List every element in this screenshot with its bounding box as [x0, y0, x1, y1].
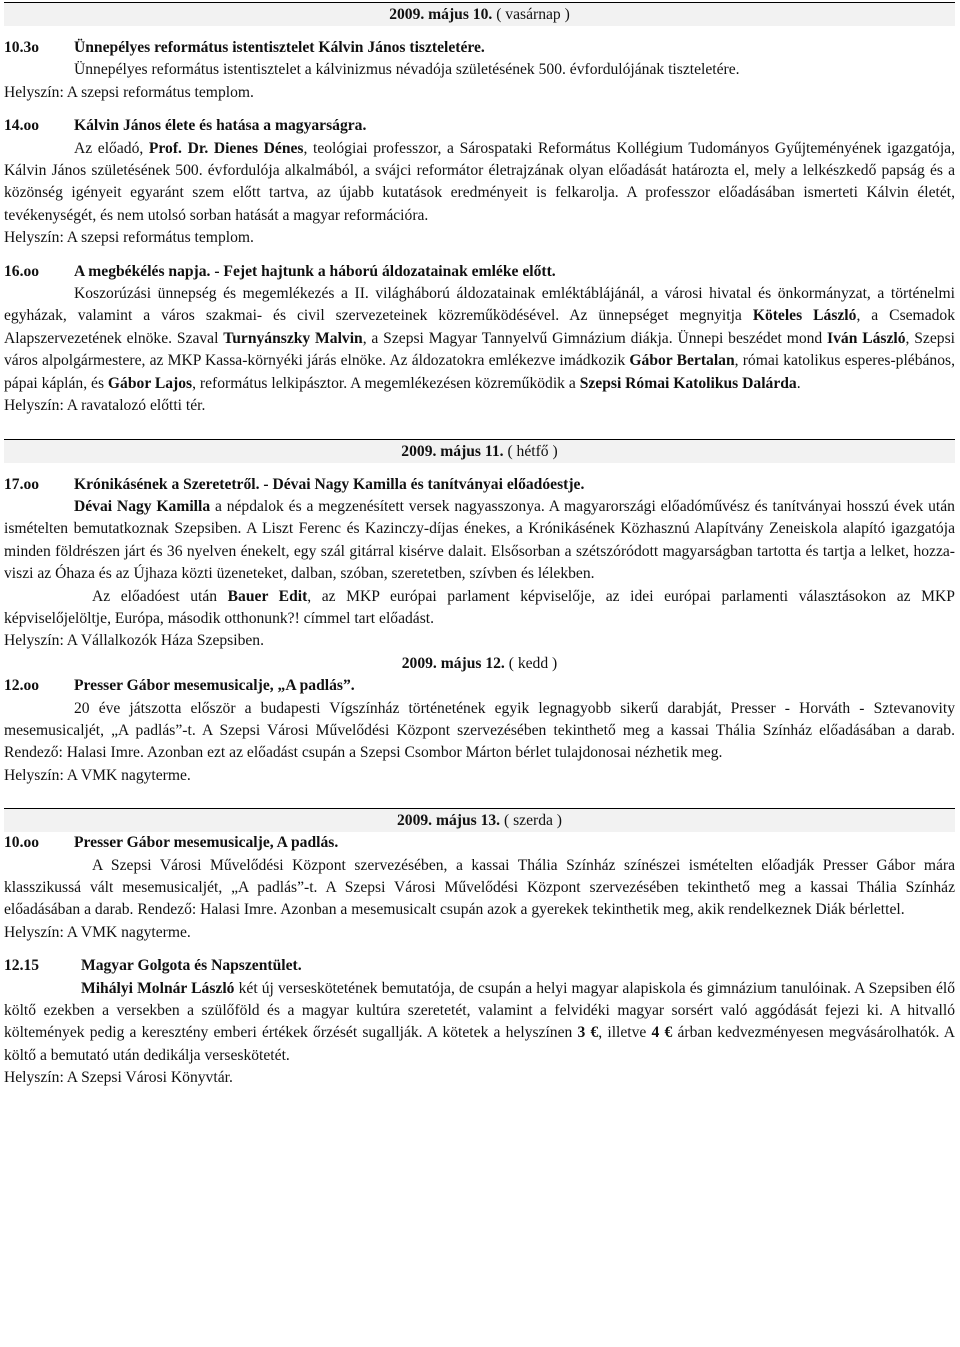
event-title: Presser Gábor mesemusicalje, „A padlás”. [74, 677, 355, 695]
event-description: Dévai Nagy Kamilla a népdalok és a megzenésített versek nagyasszonya. A magyarországi előadóművész és tanítványai hosszú évek után ismételten bemutatkoznak Szepsiben. A Liszt Ferenc és Kazinczy-díjas énekes, a Krónikásének Közhasznú Alapítvány Zeneiskola alapító igazgatója minden földrészen járt és 36 nyelven énekelt, egy szál gitárral kisérve dalait. Elsősorban a szétszóródott magyarságban tartotta és tartja a lelket, hozza-viszi az Óhaza és az Újhaza közti üzeneteket, dalban, szóban, szeretetben, szívben és lélekben. [4, 497, 955, 583]
weekday-label: ( vasárnap ) [496, 6, 570, 23]
location-label: Helyszín [4, 83, 60, 101]
location-label: Helyszín [4, 397, 60, 415]
event-location [4, 395, 955, 417]
location-value: : A VMK nagyterme. [59, 923, 191, 941]
event-time: 10.oo [4, 834, 40, 852]
event-14-00 [4, 115, 955, 249]
weekday-label: ( hétfő ) [507, 442, 558, 460]
location-label: Helyszín [4, 923, 60, 941]
event-description: Koszorúzási ünnepség és megemlékezés a II. világháború áldozatainak emléktáblájánál, a városi hivatal és önkormányzat, a történelmi egyházak, valamint a város szakmai- és civil szervezeteinek közreműködésével. Az ünnepséget megnyitja Köteles László, a Csemadok Alapszervezetének elnöke. Szaval Turnyánszky Malvin, a Szepsi Magyar Tannyelvű Gimnázium diákja. Ünnepi beszédet mond Iván László, Szepsi város alpolgármestere, az MKP Kassa-környéki járás elnöke. Az áldozatokra emlékezve imádkozik Gábor Bertalan, római katolikus esperes-plébános, pápai káplán, és Gábor Lajos, református lelkipásztor. A megemlékezésen közreműködik a Szepsi Római Katolikus Dalárda. [4, 285, 956, 392]
event-title: A megbékélés napja. - Fejet hajtunk a háború áldozatainak emléke előtt. [74, 262, 556, 280]
location-value: : A szepsi református templom. [59, 229, 254, 247]
event-description: Az előadó, Prof. Dr. Dienes Dénes, teológiai professzor, a Sárospataki Református Kollégium Tudományos Gyűjteményének igazgatója, Kálvin János születésének 500. évfordulója alkalmából, a svájci reformátor életrajzának olyan előadását határozta el, mely a lelkészkedő papság és a közönség igényeit egyaránt szem előtt tartva, az újabb kutatások eredményeit is felkarolja. A professzor előadásában ismerteti Kálvin életét, tevékenységét, és nem utolsó sorban hatását a magyar reformációra. [4, 139, 955, 224]
event-location [4, 82, 955, 104]
location-value: : A szepsi református templom. [59, 83, 254, 101]
event-time: 16.oo [4, 262, 40, 280]
date-header-may-12 [4, 653, 955, 675]
event-title: Magyar Golgota és Napszentület. [81, 957, 302, 975]
program-page [4, 2, 955, 1090]
event-16-00 [4, 261, 955, 418]
event-description: A Szepsi Városi Művelődési Központ szervezésében, a kassai Thália Színház színészei ismételten előadják Presser Gábor mára klasszikussá vált mesemusicaljét, „A padlás”-t. A Szepsi Városi Művelődési Központ szervezésében tekinthető meg a kassai Thália Színház előadásában a darab. Rendező: Halasi Imre. Azonban a mesemusicalt csupán azok a gyerekek tekinthetik meg, akik rendelkeznek Diák bérlettel. [4, 856, 955, 919]
event-time: 17.oo [4, 475, 40, 493]
event-12-15 [4, 955, 955, 1089]
event-title: Krónikásének a Szeretetről. - Dévai Nagy Kamilla és tanítványai előadóestje. [74, 475, 585, 493]
location-value: : A Szepsi Városi Könyvtár. [59, 1069, 233, 1087]
event-17-00 [4, 474, 955, 653]
event-time: 14.oo [4, 117, 40, 135]
date-header-may-10 [4, 2, 955, 26]
location-value: : A VMK nagyterme. [59, 766, 191, 784]
location-label: Helyszín [4, 632, 60, 650]
event-title: Ünnepélyes református istentisztelet Kálvin János tiszteletére. [74, 39, 485, 56]
event-12-00 [4, 675, 955, 787]
location-label: Helyszín [4, 1069, 60, 1087]
weekday-label: ( kedd ) [508, 654, 558, 672]
event-location [4, 1067, 955, 1089]
event-time: 12.15 [4, 957, 40, 975]
event-10-30 [4, 37, 955, 104]
weekday-label: ( szerda ) [504, 812, 563, 830]
event-title: Kálvin János élete és hatása a magyarságra. [74, 117, 367, 135]
event-time: 10.3o [4, 39, 40, 56]
date-header-may-13 [4, 808, 955, 832]
event-description: Mihályi Molnár László két új verseskötetének bemutatója, de csupán a helyi magyar alapiskola és gimnázium tanulóinak. A Szepsiben élő költő ezekben a versekben a szülőföld és a magyar kultúra szeretetét, valamint a felvidéki magyar sorsért való aggódását fejezi ki. A hitvalló költemények pedig a keresztény emberi értékek őrzését sugallják. A kötetek a helyszínen 3 €, illetve 4 € árban kedvezményesen megvásárolhatók. A költő a bemutató után dedikálja verseskötetét. [4, 979, 955, 1064]
date-label: 2009. május 10. [389, 6, 493, 23]
event-location [4, 227, 955, 249]
location-value: : A Vállalkozók Háza Szepsiben. [59, 632, 264, 650]
date-header-may-11 [4, 439, 955, 463]
event-location [4, 922, 955, 944]
event-title: Presser Gábor mesemusicalje, A padlás. [74, 834, 339, 852]
event-description: Ünnepélyes református istentisztelet a kálvinizmus névadója születésének 500. évfordulójának tiszteletére. [74, 61, 740, 79]
event-description-2: Az előadóest után Bauer Edit, az MKP európai parlament képviselője, az idei európai parlamenti választásokon az MKP képviselőjelöltje, Európa, második otthonunk?! címmel tart előadást. [4, 587, 955, 627]
event-location [4, 630, 955, 652]
date-label: 2009. május 12. [401, 654, 505, 672]
location-label: Helyszín [4, 229, 60, 247]
location-label: Helyszín [4, 766, 60, 784]
event-description: 20 éve játszotta először a budapesti Vígszínház történetének egyik legnagyobb sikerű darabját, Presser - Horváth - Sztevanovity mesemusicaljét, „A padlás”-t. A Szepsi Városi Művelődési Központ szervezésében tekinthető meg a kassai Thália Színház előadásában a darab. Rendező: Halasi Imre. Azonban ezt az előadást csupán a Szepsi Csombor Márton bérlet tulajdonosai nézhetik meg. [4, 699, 955, 762]
event-time: 12.oo [4, 677, 40, 695]
event-location [4, 765, 955, 787]
date-label: 2009. május 13. [396, 812, 501, 830]
location-value: : A ravatalozó előtti tér. [59, 397, 206, 415]
date-label: 2009. május 11. [401, 442, 504, 460]
event-10-00 [4, 832, 955, 944]
